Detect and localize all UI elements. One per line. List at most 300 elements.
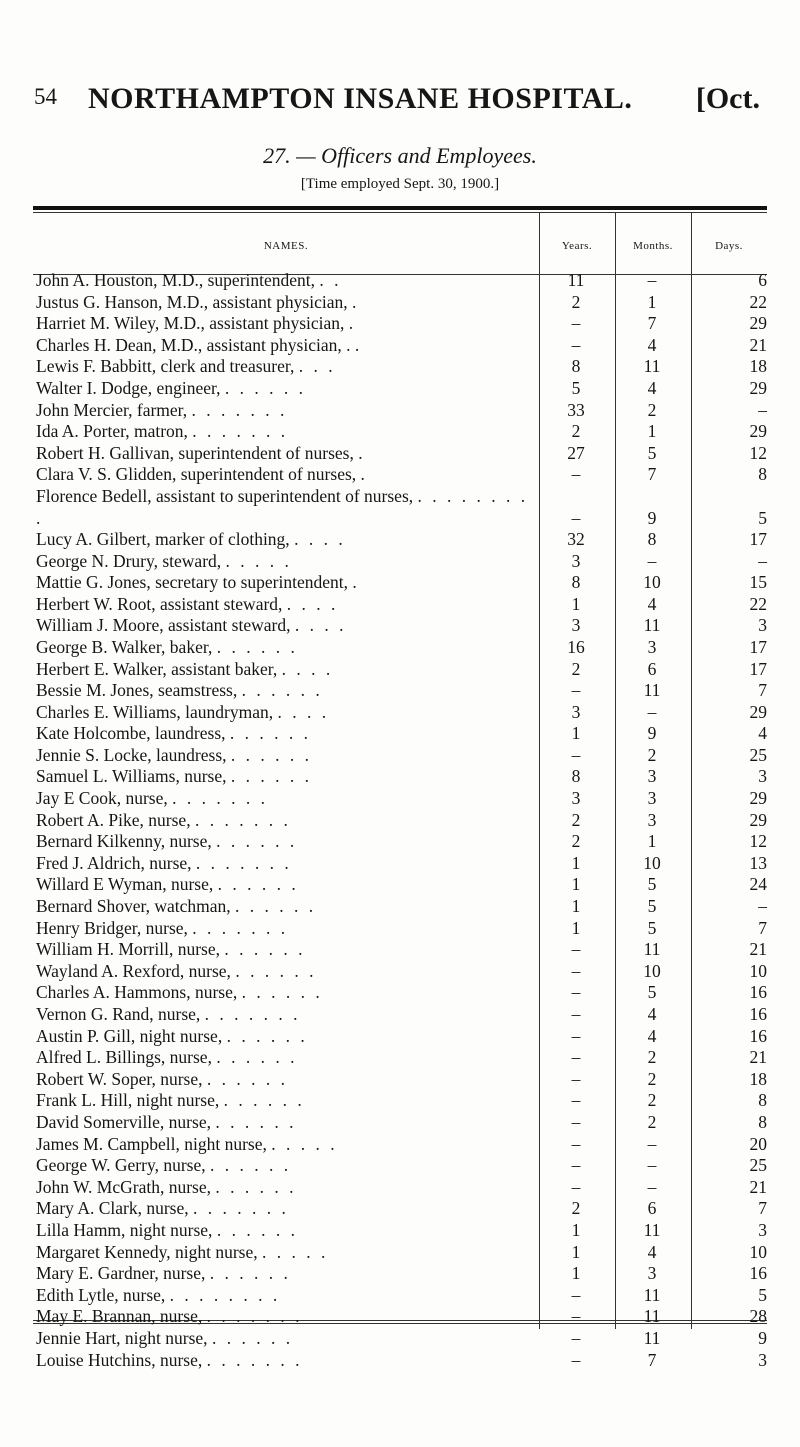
months-cell: 5 (647, 917, 657, 938)
employee-name-text: Bernard Kilkenny, nurse, (36, 831, 212, 852)
months-cell: 2 (647, 1090, 657, 1111)
years-cell: – (571, 1349, 581, 1370)
employee-name (36, 939, 532, 961)
leader-dots: . . . . . . (216, 831, 298, 852)
days-value: 5 (758, 1284, 767, 1305)
table-row (33, 594, 767, 616)
years-cell: – (571, 1133, 581, 1154)
days-cell (691, 443, 767, 465)
days-value: 21 (749, 334, 767, 355)
days-value: 16 (749, 1004, 767, 1024)
employee-name (36, 1242, 532, 1264)
leader-dots: . . . . . . (224, 377, 306, 398)
months-cell: 3 (647, 788, 657, 809)
employee-name (36, 1112, 532, 1134)
months-cell: – (647, 1133, 657, 1154)
leader-dots: . . . . . . (209, 1155, 292, 1176)
employee-name-text: Lucy A. Gilbert, marker of clothing, (36, 528, 290, 549)
days-cell (691, 853, 767, 875)
days-cell (691, 939, 767, 961)
days-value: 8 (758, 1090, 767, 1111)
years-cell: 5 (571, 377, 581, 398)
days-value: 16 (749, 1263, 767, 1284)
running-year: [Oct. (695, 82, 760, 115)
table-row (33, 400, 767, 422)
years-cell: – (571, 1176, 581, 1197)
months-cell: 1 (647, 831, 657, 852)
years-cell: – (571, 507, 581, 528)
table-row (33, 1350, 767, 1372)
days-cell (691, 702, 767, 724)
days-cell (691, 313, 767, 335)
employee-name (36, 400, 532, 422)
leader-dots: . . . . (281, 658, 334, 679)
days-cell (691, 1198, 767, 1220)
months-cell: 6 (647, 658, 657, 679)
table-row (33, 918, 767, 940)
leader-dots: . . (319, 270, 342, 290)
days-cell (691, 292, 767, 314)
days-value: 29 (749, 421, 767, 442)
employee-name (36, 1328, 532, 1350)
employee-name (36, 1306, 532, 1328)
table-row (33, 1112, 767, 1134)
table-row (33, 961, 767, 983)
days-value: 6 (758, 270, 767, 290)
days-value: – (758, 550, 767, 571)
days-cell (691, 680, 767, 702)
employee-name (36, 702, 532, 724)
years-cell: 3 (571, 788, 581, 809)
leader-dots: . . . . . (261, 1241, 329, 1262)
employee-name-text: Lilla Hamm, night nurse, (36, 1219, 213, 1240)
months-cell: 10 (643, 852, 661, 873)
years-cell: 16 (567, 636, 585, 657)
days-cell (691, 421, 767, 443)
table-row (33, 270, 767, 292)
days-value: 17 (749, 658, 767, 679)
days-cell (691, 270, 767, 292)
employee-name (36, 680, 532, 702)
employee-name-text: Jennie Hart, night nurse, (36, 1327, 208, 1348)
days-value: 9 (758, 1327, 767, 1348)
years-cell: – (571, 1047, 581, 1068)
employee-name (36, 1004, 532, 1026)
employee-name (36, 745, 532, 767)
years-cell: – (571, 960, 581, 981)
table-row (33, 1263, 767, 1285)
table-row (33, 745, 767, 767)
employee-name (36, 918, 532, 940)
years-cell: 11 (567, 270, 585, 290)
table-row (33, 1177, 767, 1199)
column-header-names: NAMES. (263, 240, 309, 252)
days-value: 12 (749, 442, 767, 463)
employee-name (36, 896, 532, 918)
days-cell (691, 1285, 767, 1307)
days-cell (691, 464, 767, 486)
months-cell: 11 (643, 1327, 661, 1348)
running-title: NORTHAMPTON INSANE HOSPITAL. (88, 82, 633, 115)
days-cell (691, 918, 767, 940)
days-value: 21 (749, 1047, 767, 1068)
days-cell (691, 508, 767, 530)
employee-name (36, 615, 532, 637)
leader-dots: . . . . (294, 615, 347, 636)
months-cell: – (647, 1176, 657, 1197)
table-row (33, 1026, 767, 1048)
months-cell: 3 (647, 766, 657, 787)
years-cell: – (571, 334, 581, 355)
employee-name (36, 853, 532, 875)
days-cell (691, 335, 767, 357)
years-cell: 8 (571, 766, 581, 787)
leader-dots: . . . . . . (209, 1263, 291, 1284)
years-cell: 2 (571, 831, 581, 852)
years-cell: – (571, 1068, 581, 1089)
months-cell: – (647, 1155, 657, 1176)
months-cell: 11 (643, 356, 661, 377)
months-cell: 1 (647, 291, 657, 312)
employee-name-text: Bernard Shover, watchman, (36, 896, 231, 917)
table-row (33, 335, 767, 357)
table-row (33, 1285, 767, 1307)
employee-name-text: George N. Drury, steward, (36, 550, 222, 571)
leader-dots: . . . . . . . (206, 1349, 303, 1370)
months-cell: 5 (647, 896, 657, 917)
months-cell: – (647, 550, 657, 571)
employee-name (36, 594, 532, 616)
employee-name (36, 874, 532, 896)
leader-dots: . . . . . . (224, 939, 306, 960)
years-cell: 2 (571, 1198, 581, 1219)
employee-name (36, 637, 532, 659)
employee-name-text: Walter I. Dodge, engineer, (36, 377, 221, 398)
employee-name-text: Charles E. Williams, laundryman, (36, 701, 274, 722)
months-cell: 7 (647, 1349, 657, 1370)
months-cell: 5 (647, 874, 657, 895)
employee-name-text: Robert W. Soper, nurse, (36, 1068, 203, 1089)
employee-name (36, 831, 532, 853)
table-row (33, 702, 767, 724)
days-value: 18 (749, 1068, 767, 1089)
employee-name (36, 766, 532, 788)
days-value: 5 (758, 507, 767, 528)
table-row (33, 1134, 767, 1156)
table-row (33, 1328, 767, 1350)
days-cell (691, 1155, 767, 1177)
days-cell (691, 594, 767, 616)
months-cell: 2 (647, 1068, 657, 1089)
employee-name-text: James M. Campbell, night nurse, (36, 1133, 267, 1154)
employee-name (36, 1285, 532, 1307)
years-cell: – (571, 1004, 581, 1024)
months-cell: 6 (647, 1198, 657, 1219)
employee-name-text: Mattie G. Jones, secretary to superintendent, (36, 572, 348, 593)
days-value: 4 (758, 723, 767, 744)
months-cell: 3 (647, 1263, 657, 1284)
employee-name (36, 335, 532, 357)
table-row (33, 723, 767, 745)
leader-dots: . . . . . . . (194, 809, 291, 830)
leader-dots: . . . . . . (230, 744, 313, 765)
employee-name (36, 1263, 532, 1285)
table-row (33, 443, 767, 465)
employee-name-text: Harriet M. Wiley, M.D., assistant physician, (36, 313, 345, 334)
employee-name (36, 551, 532, 573)
employee-name (36, 1155, 532, 1177)
employee-name-text: Wayland A. Rexford, nurse, (36, 960, 231, 981)
months-cell: 11 (643, 680, 661, 701)
years-cell: 32 (567, 528, 585, 549)
employee-name (36, 292, 532, 314)
months-cell: 11 (643, 1219, 661, 1240)
employee-name-text: Charles A. Hammons, nurse, (36, 982, 238, 1003)
table-row (33, 788, 767, 810)
employee-name (36, 961, 532, 983)
years-cell: 1 (571, 723, 581, 744)
employee-name-text: Mary A. Clark, nurse, (36, 1198, 189, 1219)
leader-dots: . . . . . . (211, 1327, 294, 1348)
employee-name-text: Jay E Cook, nurse, (36, 788, 168, 809)
employee-name-text: Fred J. Aldrich, nurse, (36, 852, 192, 873)
days-value: 16 (749, 1025, 767, 1046)
days-value: 13 (749, 852, 767, 873)
table-row (33, 874, 767, 896)
days-value: 7 (758, 917, 767, 938)
months-cell: 9 (647, 723, 657, 744)
leader-dots: . . . . . . . (193, 1198, 289, 1219)
page-number: 54 (34, 84, 57, 109)
table-row (33, 810, 767, 832)
days-cell (691, 1112, 767, 1134)
years-cell: 3 (571, 701, 581, 722)
employee-name-text: Robert H. Gallivan, superintendent of nurses, (36, 442, 354, 463)
leader-dots: . . . . . . (215, 1176, 297, 1197)
years-cell: 1 (571, 1263, 581, 1284)
months-cell: 7 (647, 313, 657, 334)
table-row (33, 853, 767, 875)
months-cell: 11 (643, 1306, 661, 1327)
years-cell: – (571, 744, 581, 765)
employee-name-text: George W. Gerry, nurse, (36, 1155, 206, 1176)
years-cell: 2 (571, 291, 581, 312)
days-value: 10 (749, 960, 767, 981)
days-cell (691, 1242, 767, 1264)
employees-table (33, 206, 767, 1431)
leader-dots: . . . . . . . . . (36, 485, 529, 528)
employee-name-text: Margaret Kennedy, night nurse, (36, 1241, 258, 1262)
employee-name-text: Kate Holcombe, laundress, (36, 723, 226, 744)
table-row (33, 292, 767, 314)
table-row (33, 615, 767, 637)
employee-name-text: Charles H. Dean, M.D., assistant physician, . (36, 334, 351, 355)
months-cell: 2 (647, 744, 657, 765)
column-header-years: Years. (561, 240, 593, 252)
employee-name (36, 1177, 532, 1199)
months-cell: 10 (643, 572, 661, 593)
years-cell: – (571, 1111, 581, 1132)
days-cell (691, 874, 767, 896)
days-cell (691, 961, 767, 983)
section-title: 27. — Officers and Employees. (263, 143, 537, 168)
days-cell (691, 1047, 767, 1069)
years-cell: – (571, 1327, 581, 1348)
days-value: 8 (758, 1111, 767, 1132)
table-row (33, 486, 767, 529)
leader-dots: . (360, 464, 368, 485)
employee-name-text: Alfred L. Billings, nurse, (36, 1047, 212, 1068)
table-row (33, 659, 767, 681)
leader-dots: . . . . . (225, 550, 292, 571)
days-cell (691, 356, 767, 378)
leader-dots: . . . . . . (206, 1068, 289, 1089)
table-row (33, 766, 767, 788)
months-cell: 11 (643, 1284, 661, 1305)
leader-dots: . . . (298, 356, 336, 377)
leader-dots: . . . . . . . (195, 852, 292, 873)
leader-dots: . . . . . . (217, 874, 299, 895)
employee-name-text: George B. Walker, baker, (36, 636, 213, 657)
years-cell: 2 (571, 809, 581, 830)
leader-dots: . . . . (294, 528, 346, 549)
days-cell (691, 615, 767, 637)
days-cell (691, 982, 767, 1004)
days-value: 8 (758, 464, 767, 485)
employee-name-text: Herbert W. Root, assistant steward, (36, 593, 283, 614)
months-cell: 4 (647, 334, 657, 355)
employee-name (36, 356, 532, 378)
running-header (34, 84, 760, 118)
days-cell (691, 572, 767, 594)
leader-dots: . . . . . . (235, 960, 317, 981)
employee-name (36, 1069, 532, 1091)
years-cell: 33 (567, 399, 585, 420)
table-row (33, 1155, 767, 1177)
employee-name-text: Justus G. Hanson, M.D., assistant physician, (36, 291, 348, 312)
table-row (33, 1047, 767, 1069)
months-cell: 3 (647, 809, 657, 830)
years-cell: – (571, 680, 581, 701)
months-cell: – (647, 270, 657, 290)
employee-name (36, 723, 532, 745)
employee-name-text: Florence Bedell, assistant to superintendent of nurses, (36, 485, 414, 506)
days-value: 21 (749, 939, 767, 960)
leader-dots: . . . . (286, 593, 339, 614)
leader-dots: . . . . . . (229, 723, 312, 744)
employee-name-text: Henry Bridger, nurse, (36, 917, 188, 938)
days-cell (691, 1134, 767, 1156)
years-cell: – (571, 313, 581, 334)
leader-dots: . . . . (277, 701, 330, 722)
employee-name (36, 378, 532, 400)
days-cell (691, 1026, 767, 1048)
months-cell: 8 (647, 528, 657, 549)
days-value: 22 (749, 593, 767, 614)
months-cell: 2 (647, 399, 657, 420)
employee-name (36, 1220, 532, 1242)
employee-name-text: May E. Brannan, nurse, (36, 1306, 203, 1327)
table-row (33, 1198, 767, 1220)
years-cell: 1 (571, 593, 581, 614)
employee-name (36, 270, 532, 292)
employee-name-text: Herbert E. Walker, assistant baker, (36, 658, 278, 679)
years-cell: 3 (571, 550, 581, 571)
table-row (33, 896, 767, 918)
days-cell (691, 378, 767, 400)
days-value: 7 (758, 1198, 767, 1219)
days-value: 25 (749, 744, 767, 765)
days-cell (691, 896, 767, 918)
employee-name-text: Jennie S. Locke, laundress, (36, 744, 227, 765)
years-cell: – (571, 939, 581, 960)
leader-dots: . (354, 334, 363, 355)
days-cell (691, 1328, 767, 1350)
table-row (33, 1004, 767, 1026)
days-cell (691, 1069, 767, 1091)
employee-name (36, 486, 532, 529)
leader-dots: . . . . . . (216, 1219, 298, 1240)
years-cell: – (571, 1155, 581, 1176)
years-cell: 2 (571, 658, 581, 679)
employee-name (36, 421, 532, 443)
days-value: 7 (758, 680, 767, 701)
years-cell: 3 (571, 615, 581, 636)
days-value: 3 (758, 1219, 767, 1240)
days-value: 15 (749, 572, 767, 593)
table-row (33, 1242, 767, 1264)
days-cell (691, 551, 767, 573)
employee-name (36, 1026, 532, 1048)
employee-name-text: Willard E Wyman, nurse, (36, 874, 214, 895)
days-value: 29 (749, 377, 767, 398)
employee-name-text: John W. McGrath, nurse, (36, 1176, 211, 1197)
days-value: 29 (749, 701, 767, 722)
table-row (33, 1220, 767, 1242)
months-cell: 5 (647, 442, 657, 463)
table-top-rule (33, 206, 767, 210)
leader-dots: . (352, 572, 360, 593)
days-cell (691, 1090, 767, 1112)
employee-name-text: John Mercier, farmer, (36, 399, 188, 420)
leader-dots: . . . . . . . (206, 1306, 303, 1327)
months-cell: 4 (647, 1241, 657, 1262)
column-header-days: Days. (715, 240, 743, 252)
months-cell: 2 (647, 1111, 657, 1132)
leader-dots: . . . . . . . . (169, 1284, 281, 1305)
leader-dots: . . . . . . (215, 1111, 297, 1132)
table-row (33, 421, 767, 443)
days-cell (691, 1306, 767, 1328)
employee-name-text: Frank L. Hill, night nurse, (36, 1090, 220, 1111)
employee-name-text: Robert A. Pike, nurse, (36, 809, 191, 830)
table-row (33, 680, 767, 702)
employee-name (36, 572, 532, 594)
years-cell: – (571, 1306, 581, 1327)
employee-name-text: Austin P. Gill, night nurse, (36, 1025, 223, 1046)
leader-dots: . . . . . . (226, 1025, 308, 1046)
days-value: 29 (749, 809, 767, 830)
leader-dots: . . . . . . . (204, 1004, 301, 1024)
employee-name-text: Clara V. S. Glidden, superintendent of nurses, (36, 464, 357, 485)
leader-dots: . (351, 291, 360, 312)
employee-name-text: William J. Moore, assistant steward, (36, 615, 291, 636)
table-row (33, 313, 767, 335)
employee-name-text: Lewis F. Babbitt, clerk and treasurer, (36, 356, 295, 377)
leader-dots: . . . . . . . (192, 421, 289, 442)
table-row (33, 464, 767, 486)
table-row (33, 1090, 767, 1112)
